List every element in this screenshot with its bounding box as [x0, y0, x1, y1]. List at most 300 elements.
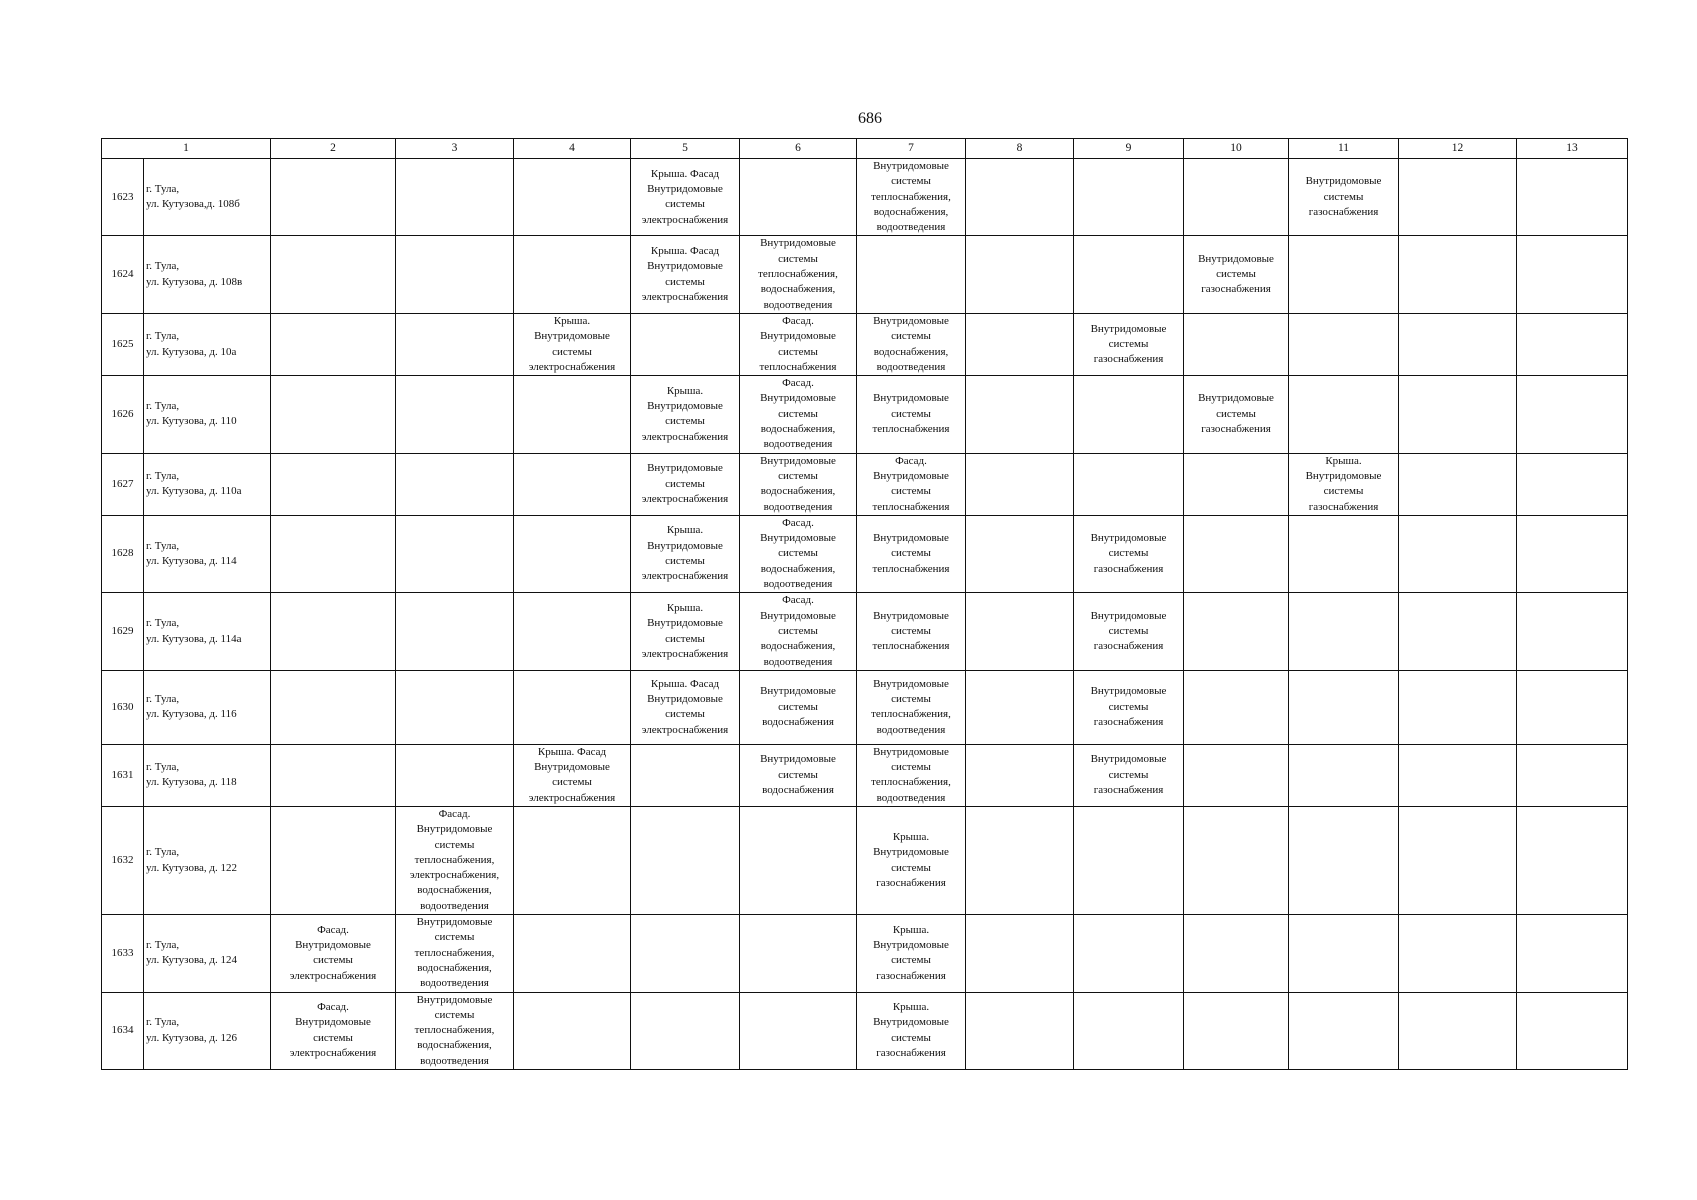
work-cell-col-11 — [1289, 236, 1399, 313]
row-number: 1623 — [102, 159, 144, 236]
row-number: 1627 — [102, 453, 144, 515]
work-text-line: водоснабжения — [762, 784, 834, 797]
work-text-line: системы — [665, 477, 705, 490]
address-city: г. Тула, — [146, 846, 180, 859]
row-number: 1629 — [102, 593, 144, 670]
work-cell-col-8 — [966, 515, 1074, 592]
work-text-line: электроснабжения — [528, 360, 616, 373]
work-text-line: водоотведения — [763, 655, 833, 668]
work-text-line: водоснабжения — [762, 715, 834, 728]
work-text-line: теплоснабжения, — [871, 190, 951, 203]
work-cell-col-11 — [1289, 159, 1399, 236]
work-text-line: Внутридомовые — [647, 400, 723, 413]
work-text-line: Внутридомовые — [647, 260, 723, 273]
work-text-line: Внутридомовые — [1090, 685, 1167, 698]
work-text-line: газоснабжения — [1093, 784, 1164, 797]
work-cell-col-10 — [1184, 992, 1289, 1069]
work-cell-col-2 — [271, 744, 396, 806]
column-header: 5 — [631, 139, 740, 159]
work-cell-col-2 — [271, 992, 396, 1069]
work-text-line: системы — [778, 624, 818, 637]
address-cell — [144, 453, 271, 515]
work-text-line: водоотведения — [420, 899, 489, 912]
work-text-line: электроснабжения, — [409, 869, 500, 882]
work-cell-col-8 — [966, 159, 1074, 236]
column-header: 1 — [102, 139, 271, 159]
work-text-line: Внутридомовые — [1090, 753, 1167, 766]
work-text-line: системы — [434, 1008, 475, 1021]
work-cell-col-2 — [271, 376, 396, 453]
work-cell-col-2 — [271, 593, 396, 670]
work-text-line: электроснабжения — [641, 492, 729, 505]
work-cell-col-12 — [1399, 453, 1517, 515]
work-text-line: Внутридомовые — [873, 532, 949, 545]
work-cell-col-6 — [740, 806, 857, 914]
row-number: 1626 — [102, 376, 144, 453]
work-cell-col-12 — [1399, 915, 1517, 992]
work-cell-col-5 — [631, 376, 740, 453]
address-city: г. Тула, — [146, 693, 180, 705]
table-row — [102, 744, 1628, 806]
work-text-line: системы — [778, 469, 818, 482]
work-text-line: Крыша. — [1325, 454, 1362, 467]
table-body — [102, 159, 1628, 1070]
work-cell-col-12 — [1399, 992, 1517, 1069]
work-cell-col-6 — [740, 159, 857, 236]
work-text-line: системы — [313, 1031, 353, 1044]
address-city: г. Тула, — [146, 260, 180, 273]
work-text-line: водоотведения — [876, 360, 946, 373]
work-text-line: системы — [891, 861, 931, 874]
work-text-line: теплоснабжения — [872, 423, 950, 436]
table-row — [102, 453, 1628, 515]
work-cell-col-4 — [514, 453, 631, 515]
work-cell-col-10 — [1184, 376, 1289, 453]
work-cell-col-11 — [1289, 915, 1399, 992]
work-cell-col-2 — [271, 515, 396, 592]
work-cell-col-4 — [514, 744, 631, 806]
work-cell-col-8 — [966, 313, 1074, 375]
work-cell-col-11 — [1289, 806, 1399, 914]
work-cell-col-3 — [396, 670, 514, 744]
work-cell-col-12 — [1399, 159, 1517, 236]
work-cell-col-3 — [396, 515, 514, 592]
work-cell-col-5 — [631, 992, 740, 1069]
work-cell-col-8 — [966, 593, 1074, 670]
address-city: г. Тула, — [146, 617, 180, 630]
column-header: 13 — [1517, 139, 1628, 159]
work-cell-col-13 — [1517, 236, 1628, 313]
work-text-line: Крыша. — [892, 1001, 930, 1014]
work-text-line: Крыша. — [666, 524, 704, 537]
work-text-line: водоснабжения, — [760, 283, 836, 296]
work-cell-col-9 — [1074, 236, 1184, 313]
table-row — [102, 915, 1628, 992]
work-text-line: Внутридомовые — [534, 330, 610, 343]
work-cell-col-13 — [1517, 593, 1628, 670]
work-text-line: Крыша. — [892, 830, 930, 843]
work-cell-col-9 — [1074, 159, 1184, 236]
work-text-line: Крыша. Фасад — [650, 245, 720, 258]
address-city: г. Тула, — [146, 469, 180, 482]
work-text-line: системы — [891, 954, 931, 967]
work-cell-col-4 — [514, 515, 631, 592]
work-text-line: Внутридомовые — [873, 1016, 949, 1029]
work-text-line: системы — [1108, 700, 1149, 713]
work-text-line: теплоснабжения — [872, 640, 950, 653]
row-number: 1631 — [102, 744, 144, 806]
work-cell-col-6 — [740, 744, 857, 806]
work-text-line: электроснабжения — [641, 291, 729, 304]
work-text-line: электроснабжения — [641, 570, 729, 583]
work-text-line: системы — [665, 275, 705, 288]
address-cell — [144, 992, 271, 1069]
work-cell-col-3 — [396, 992, 514, 1069]
work-cell-col-9 — [1074, 376, 1184, 453]
work-text-line: Внутридомовые — [760, 237, 836, 250]
work-cell-col-4 — [514, 593, 631, 670]
column-header: 6 — [740, 139, 857, 159]
work-cell-col-5 — [631, 806, 740, 914]
work-cell-col-6 — [740, 313, 857, 375]
work-text-line: теплоснабжения, — [758, 268, 838, 281]
work-text-line: теплоснабжения, — [414, 1024, 495, 1037]
work-text-line: газоснабжения — [1201, 283, 1271, 296]
work-text-line: водоснабжения, — [760, 485, 836, 498]
work-text-line: газоснабжения — [876, 969, 946, 982]
work-cell-col-2 — [271, 806, 396, 914]
work-text-line: системы — [891, 175, 931, 188]
work-text-line: газоснабжения — [1308, 500, 1379, 513]
work-text-line: Внутридомовые — [416, 823, 493, 836]
work-text-line: Внутридомовые — [647, 462, 723, 475]
work-cell-col-3 — [396, 593, 514, 670]
work-text-line: Фасад. — [895, 454, 927, 467]
column-header: 3 — [396, 139, 514, 159]
work-cell-col-4 — [514, 670, 631, 744]
work-text-line: газоснабжения — [1308, 205, 1379, 218]
work-cell-col-6 — [740, 992, 857, 1069]
work-text-line: электроснабжения — [289, 969, 377, 982]
work-text-line: системы — [778, 407, 818, 420]
address-street: ул. Кутузова, д. 118 — [146, 776, 237, 789]
address-street: ул. Кутузова, д. 114 — [146, 555, 237, 568]
work-cell-col-13 — [1517, 992, 1628, 1069]
work-text-line: теплоснабжения — [872, 562, 950, 575]
work-cell-col-4 — [514, 806, 631, 914]
work-cell-col-5 — [631, 159, 740, 236]
work-text-line: электроснабжения — [641, 430, 729, 443]
work-cell-col-2 — [271, 236, 396, 313]
address-cell — [144, 806, 271, 914]
work-text-line: системы — [891, 485, 931, 498]
work-text-line: системы — [891, 547, 931, 560]
work-cell-col-10 — [1184, 806, 1289, 914]
work-text-line: теплоснабжения, — [871, 776, 951, 789]
work-cell-col-9 — [1074, 670, 1184, 744]
work-text-line: системы — [665, 708, 705, 721]
work-text-line: Внутридомовые — [873, 609, 949, 622]
address-cell — [144, 593, 271, 670]
work-text-line: Внутридомовые — [647, 539, 723, 552]
repair-schedule-table — [101, 138, 1628, 1070]
work-cell-col-6 — [740, 236, 857, 313]
work-text-line: водоотведения — [763, 438, 833, 451]
work-cell-col-6 — [740, 453, 857, 515]
work-text-line: Внутридомовые — [1305, 469, 1382, 482]
address-city: г. Тула, — [146, 400, 180, 413]
work-text-line: водоснабжения, — [873, 205, 949, 218]
column-header: 8 — [966, 139, 1074, 159]
work-cell-col-11 — [1289, 515, 1399, 592]
work-cell-col-6 — [740, 515, 857, 592]
work-text-line: системы — [1108, 768, 1149, 781]
table-row — [102, 515, 1628, 592]
work-text-line: газоснабжения — [1201, 423, 1271, 436]
work-text-line: водоснабжения, — [873, 345, 949, 358]
work-text-line: системы — [1323, 485, 1364, 498]
work-text-line: газоснабжения — [876, 1047, 946, 1060]
work-cell-col-3 — [396, 313, 514, 375]
work-text-line: системы — [891, 1031, 931, 1044]
work-cell-col-9 — [1074, 313, 1184, 375]
work-cell-col-4 — [514, 236, 631, 313]
work-text-line: Внутридомовые — [760, 753, 836, 766]
work-text-line: системы — [1216, 268, 1256, 281]
work-text-line: системы — [313, 954, 353, 967]
work-cell-col-13 — [1517, 313, 1628, 375]
work-cell-col-13 — [1517, 806, 1628, 914]
work-text-line: системы — [665, 198, 705, 211]
work-cell-col-13 — [1517, 376, 1628, 453]
work-cell-col-2 — [271, 453, 396, 515]
work-text-line: электроснабжения — [528, 791, 616, 804]
work-text-line: системы — [434, 931, 475, 944]
work-cell-col-10 — [1184, 313, 1289, 375]
work-cell-col-11 — [1289, 670, 1399, 744]
work-text-line: системы — [665, 632, 705, 645]
address-street: ул. Кутузова,д. 108б — [146, 198, 240, 211]
address-cell — [144, 376, 271, 453]
column-header: 11 — [1289, 139, 1399, 159]
work-text-line: системы — [891, 407, 931, 420]
row-number: 1634 — [102, 992, 144, 1069]
row-number: 1633 — [102, 915, 144, 992]
work-text-line: Внутридомовые — [295, 939, 371, 951]
work-text-line: системы — [1108, 337, 1149, 350]
work-cell-col-7 — [857, 593, 966, 670]
work-text-line: системы — [891, 330, 931, 343]
work-cell-col-8 — [966, 376, 1074, 453]
work-cell-col-10 — [1184, 159, 1289, 236]
work-text-line: водоотведения — [763, 500, 833, 513]
address-cell — [144, 159, 271, 236]
work-text-line: Внутридомовые — [647, 617, 723, 630]
work-cell-col-8 — [966, 670, 1074, 744]
address-city: г. Тула, — [146, 182, 180, 195]
address-street: ул. Кутузова, д. 124 — [146, 954, 237, 967]
work-cell-col-3 — [396, 376, 514, 453]
row-number: 1632 — [102, 806, 144, 914]
work-text-line: Внутридомовые — [873, 314, 949, 327]
work-cell-col-6 — [740, 376, 857, 453]
work-text-line: Крыша. Фасад — [650, 167, 720, 180]
table-row — [102, 236, 1628, 313]
work-text-line: Внутридомовые — [416, 916, 493, 929]
work-cell-col-12 — [1399, 806, 1517, 914]
work-cell-col-9 — [1074, 915, 1184, 992]
work-cell-col-5 — [631, 236, 740, 313]
work-text-line: Внутридомовые — [760, 685, 836, 698]
work-text-line: системы — [778, 252, 818, 265]
work-cell-col-13 — [1517, 670, 1628, 744]
address-street: ул. Кутузова, д. 126 — [146, 1031, 237, 1044]
work-text-line: водоснабжения, — [760, 423, 836, 436]
work-text-line: Внутридомовые — [873, 745, 949, 758]
work-cell-col-11 — [1289, 992, 1399, 1069]
work-cell-col-11 — [1289, 376, 1399, 453]
work-cell-col-7 — [857, 915, 966, 992]
work-cell-col-7 — [857, 313, 966, 375]
work-cell-col-6 — [740, 915, 857, 992]
work-text-line: системы — [1323, 190, 1364, 203]
work-text-line: водоотведения — [420, 1054, 489, 1067]
address-city: г. Тула, — [146, 939, 180, 951]
work-text-line: электроснабжения — [641, 213, 729, 226]
work-cell-col-10 — [1184, 593, 1289, 670]
address-cell — [144, 515, 271, 592]
work-cell-col-5 — [631, 593, 740, 670]
work-text-line: теплоснабжения — [759, 360, 837, 373]
table-row — [102, 670, 1628, 744]
work-text-line: системы — [778, 700, 818, 713]
row-number: 1630 — [102, 670, 144, 744]
work-cell-col-12 — [1399, 670, 1517, 744]
work-text-line: Внутридомовые — [534, 761, 610, 774]
work-cell-col-5 — [631, 915, 740, 992]
work-cell-col-10 — [1184, 236, 1289, 313]
address-cell — [144, 744, 271, 806]
work-text-line: Крыша. Фасад — [537, 745, 607, 758]
work-text-line: системы — [778, 768, 818, 781]
work-text-line: Фасад. — [782, 594, 814, 607]
work-cell-col-10 — [1184, 453, 1289, 515]
work-text-line: теплоснабжения, — [414, 946, 495, 959]
work-text-line: Внутридомовые — [1305, 175, 1382, 188]
work-text-line: Внутридомовые — [760, 392, 836, 405]
work-cell-col-12 — [1399, 313, 1517, 375]
work-text-line: системы — [1108, 624, 1149, 637]
work-cell-col-5 — [631, 515, 740, 592]
work-text-line: Внутридомовые — [760, 454, 836, 467]
work-text-line: водоотведения — [876, 221, 946, 234]
work-text-line: водоснабжения, — [760, 562, 836, 575]
work-cell-col-7 — [857, 236, 966, 313]
table-row — [102, 159, 1628, 236]
work-text-line: водоснабжения, — [417, 961, 492, 974]
work-cell-col-8 — [966, 744, 1074, 806]
work-cell-col-5 — [631, 670, 740, 744]
work-cell-col-3 — [396, 159, 514, 236]
work-text-line: Крыша. — [666, 384, 704, 397]
work-cell-col-7 — [857, 453, 966, 515]
work-cell-col-2 — [271, 915, 396, 992]
work-text-line: теплоснабжения, — [871, 708, 951, 721]
work-text-line: Фасад. — [782, 516, 814, 529]
work-cell-col-3 — [396, 236, 514, 313]
work-text-line: Внутридомовые — [760, 532, 836, 545]
work-text-line: системы — [434, 838, 475, 851]
work-cell-col-7 — [857, 159, 966, 236]
work-cell-col-7 — [857, 670, 966, 744]
work-cell-col-9 — [1074, 806, 1184, 914]
work-cell-col-7 — [857, 992, 966, 1069]
address-street: ул. Кутузова, д. 122 — [146, 861, 237, 874]
address-city: г. Тула, — [146, 761, 180, 774]
work-cell-col-12 — [1399, 744, 1517, 806]
work-cell-col-2 — [271, 313, 396, 375]
row-number: 1624 — [102, 236, 144, 313]
row-number: 1625 — [102, 313, 144, 375]
work-text-line: электроснабжения — [641, 647, 729, 660]
work-text-line: Внутридомовые — [1198, 392, 1274, 405]
work-text-line: системы — [891, 624, 931, 637]
work-cell-col-10 — [1184, 515, 1289, 592]
address-cell — [144, 236, 271, 313]
work-cell-col-3 — [396, 915, 514, 992]
work-text-line: Внутридомовые — [873, 939, 949, 951]
work-cell-col-7 — [857, 515, 966, 592]
work-text-line: Внутридомовые — [1090, 532, 1167, 545]
work-text-line: Внутридомовые — [1090, 609, 1167, 622]
row-number: 1628 — [102, 515, 144, 592]
address-street: ул. Кутузова, д. 110а — [146, 485, 242, 498]
work-cell-col-2 — [271, 670, 396, 744]
work-text-line: Внутридомовые — [1090, 322, 1167, 335]
column-header: 12 — [1399, 139, 1517, 159]
work-cell-col-5 — [631, 313, 740, 375]
work-cell-col-9 — [1074, 992, 1184, 1069]
work-cell-col-12 — [1399, 236, 1517, 313]
work-text-line: Крыша. Фасад — [650, 677, 720, 690]
work-text-line: системы — [1108, 547, 1149, 560]
work-cell-col-8 — [966, 915, 1074, 992]
column-number-row — [102, 139, 1628, 159]
table-row — [102, 593, 1628, 670]
work-text-line: Фасад. — [782, 377, 814, 390]
work-text-line: системы — [665, 555, 705, 568]
column-header: 2 — [271, 139, 396, 159]
address-street: ул. Кутузова, д. 116 — [146, 708, 237, 721]
work-text-line: электроснабжения — [641, 723, 729, 736]
work-text-line: Фасад. — [317, 923, 349, 936]
work-cell-col-12 — [1399, 593, 1517, 670]
column-header: 7 — [857, 139, 966, 159]
work-text-line: Фасад. — [438, 807, 471, 820]
work-cell-col-4 — [514, 313, 631, 375]
work-cell-col-11 — [1289, 593, 1399, 670]
work-cell-col-7 — [857, 376, 966, 453]
work-cell-col-11 — [1289, 453, 1399, 515]
work-cell-col-4 — [514, 915, 631, 992]
work-text-line: газоснабжения — [1093, 562, 1164, 575]
work-cell-col-7 — [857, 806, 966, 914]
work-text-line: Внутридомовые — [760, 330, 836, 343]
work-text-line: системы — [552, 345, 592, 358]
work-text-line: водоснабжения, — [417, 1039, 492, 1052]
work-cell-col-3 — [396, 806, 514, 914]
address-cell — [144, 670, 271, 744]
